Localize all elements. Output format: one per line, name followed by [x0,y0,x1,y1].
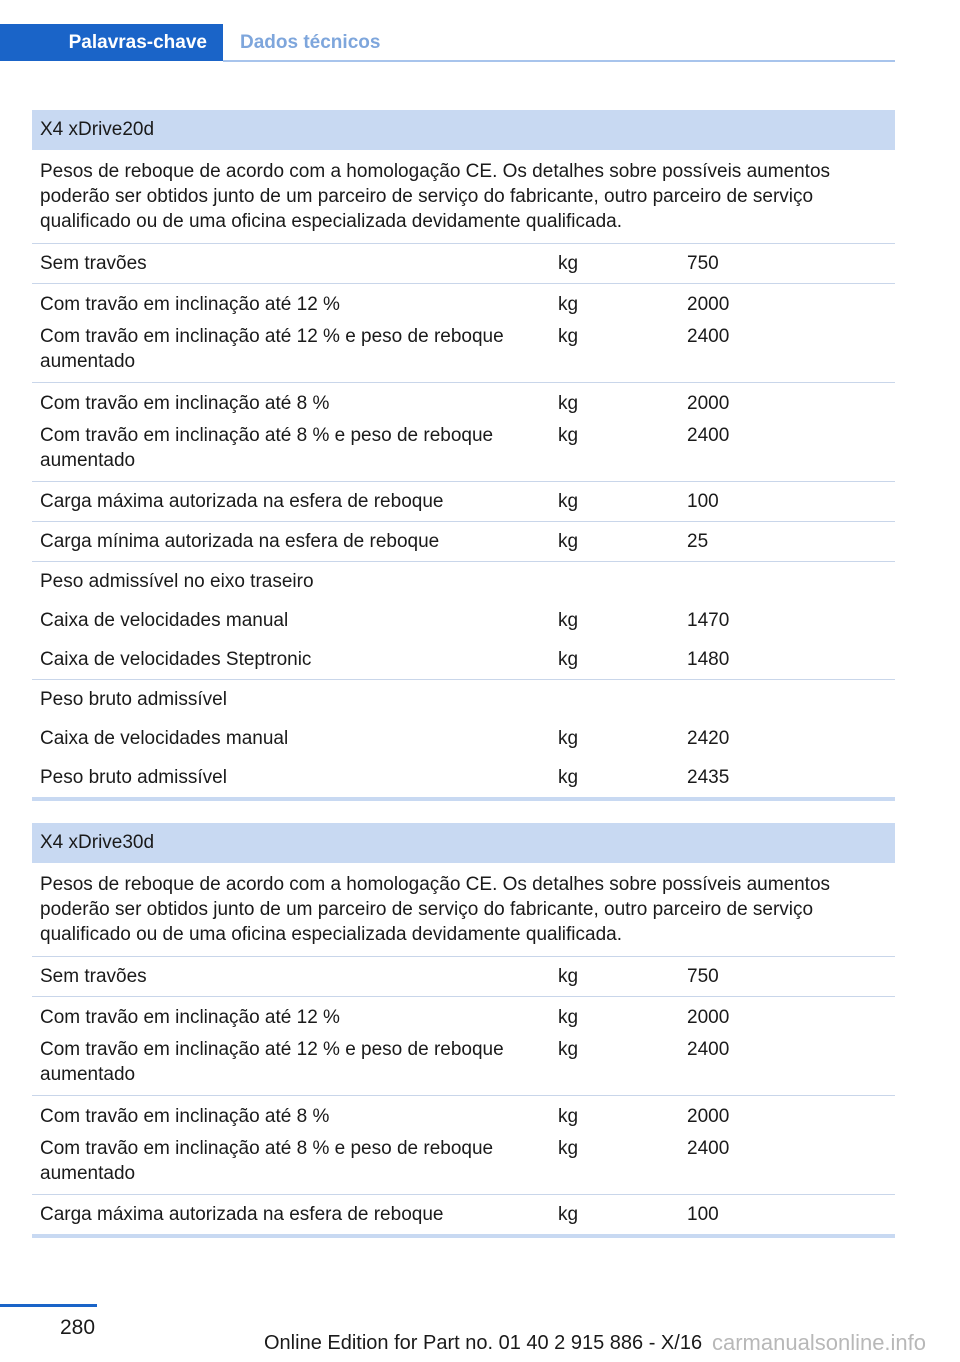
row-label: Caixa de velocidades manual [40,610,289,631]
top-navigation [0,24,895,62]
row-unit: kg [558,610,579,631]
row-unit: kg [550,244,679,284]
row-label: Peso bruto admissível [32,758,550,799]
row-label: Com travão em inclinação até 12 % [40,294,340,315]
page-number: 280 [60,1316,96,1339]
table-row [32,680,895,720]
table-row [32,482,895,522]
nav-divider [223,60,895,62]
tab-technical-data[interactable]: Dados técnicos [240,31,381,53]
row-value: 2000 [687,1106,730,1127]
row-label: Caixa de velocidades manual [40,728,289,749]
row-label: Com travão em inclinação até 8 % [40,1106,330,1127]
row-unit: kg [550,758,679,799]
row-unit: kg [558,326,579,347]
row-value: 2000 [687,294,730,315]
row-unit: kg [550,1195,679,1237]
row-value: 2000 [687,1007,730,1028]
row-value: 2420 [687,728,730,749]
table-description: Pesos de reboque de acordo com a homologação CE. Os detalhes sobre possíveis aumentos poderão ser obtidos junto de um parceiro de serviço do fabricante, outro parceiro de serviço qualificado ou de uma oficina especializada devidamente qualificada. [32,863,895,957]
row-label: Com travão em inclinação até 12 % [40,1007,340,1028]
watermark: carmanualsonline.info [712,1330,927,1355]
table-description-row [32,863,895,957]
table-row [32,601,895,640]
page-number-bar [0,1304,97,1307]
row-unit: kg [558,1106,579,1127]
table-row [32,758,895,799]
row-unit: kg [558,1138,579,1159]
row-unit: kg [550,640,679,680]
table-header [32,110,895,150]
row-label: Peso admissível no eixo traseiro [40,571,314,592]
table-row [32,244,895,284]
row-label: Carga mínima autorizada na esfera de reboque [32,522,550,562]
table-description: Pesos de reboque de acordo com a homologação CE. Os detalhes sobre possíveis aumentos poderão ser obtidos junto de um parceiro de serviço do fabricante, outro parceiro de serviço qualificado ou de uma oficina especializada devidamente qualificada. [32,150,895,244]
row-label: Com travão em inclinação até 8 % e peso de reboque aumentado [40,425,494,471]
row-value: 1470 [687,610,730,631]
row-label: Carga máxima autorizada na esfera de reboque [32,1195,550,1237]
table-row [32,383,895,482]
row-label: Sem travões [32,244,550,284]
row-value: 2400 [687,326,730,347]
table-row [32,522,895,562]
tab-keywords[interactable]: Palavras-chave [0,24,223,61]
table-row [32,562,895,602]
table-row [32,957,895,997]
row-unit: kg [558,728,579,749]
row-value: 25 [679,522,895,562]
row-unit: kg [558,1007,579,1028]
row-unit: kg [558,294,579,315]
row-label: Sem travões [32,957,550,997]
row-unit: kg [550,482,679,522]
table-title: X4 xDrive20d [32,110,895,150]
table-row [32,284,895,383]
row-label: Com travão em inclinação até 12 % e peso de reboque aumentado [40,326,504,372]
row-label: Com travão em inclinação até 8 % [40,393,330,414]
table-title: X4 xDrive30d [32,823,895,863]
row-label: Com travão em inclinação até 12 % e peso de reboque aumentado [40,1039,504,1085]
row-unit: kg [558,393,579,414]
row-unit: kg [550,522,679,562]
table-row [32,1195,895,1237]
table-row [32,1096,895,1195]
row-label: Com travão em inclinação até 8 % e peso de reboque aumentado [40,1138,494,1184]
row-value: 1480 [679,640,895,680]
row-label: Carga máxima autorizada na esfera de reboque [32,482,550,522]
row-unit: kg [558,1039,579,1060]
row-value: 100 [679,1195,895,1237]
row-value: 750 [679,244,895,284]
row-unit: kg [558,425,579,446]
row-value: 2435 [679,758,895,799]
row-value: 2400 [687,1039,730,1060]
row-unit: kg [550,957,679,997]
table-row [32,997,895,1096]
row-value: 100 [679,482,895,522]
towing-table-xdrive30d [32,823,895,1238]
towing-table-xdrive20d [32,110,895,801]
table-row [32,640,895,680]
row-label: Caixa de velocidades Steptronic [32,640,550,680]
row-label: Peso bruto admissível [40,689,227,710]
row-value: 2400 [687,425,730,446]
row-value: 2000 [687,393,730,414]
row-value: 750 [679,957,895,997]
edition-footer: Online Edition for Part no. 01 40 2 915 886 - X/16 [264,1332,703,1354]
table-description-row [32,150,895,244]
table-row [32,719,895,758]
table-header [32,823,895,863]
row-value: 2400 [687,1138,730,1159]
